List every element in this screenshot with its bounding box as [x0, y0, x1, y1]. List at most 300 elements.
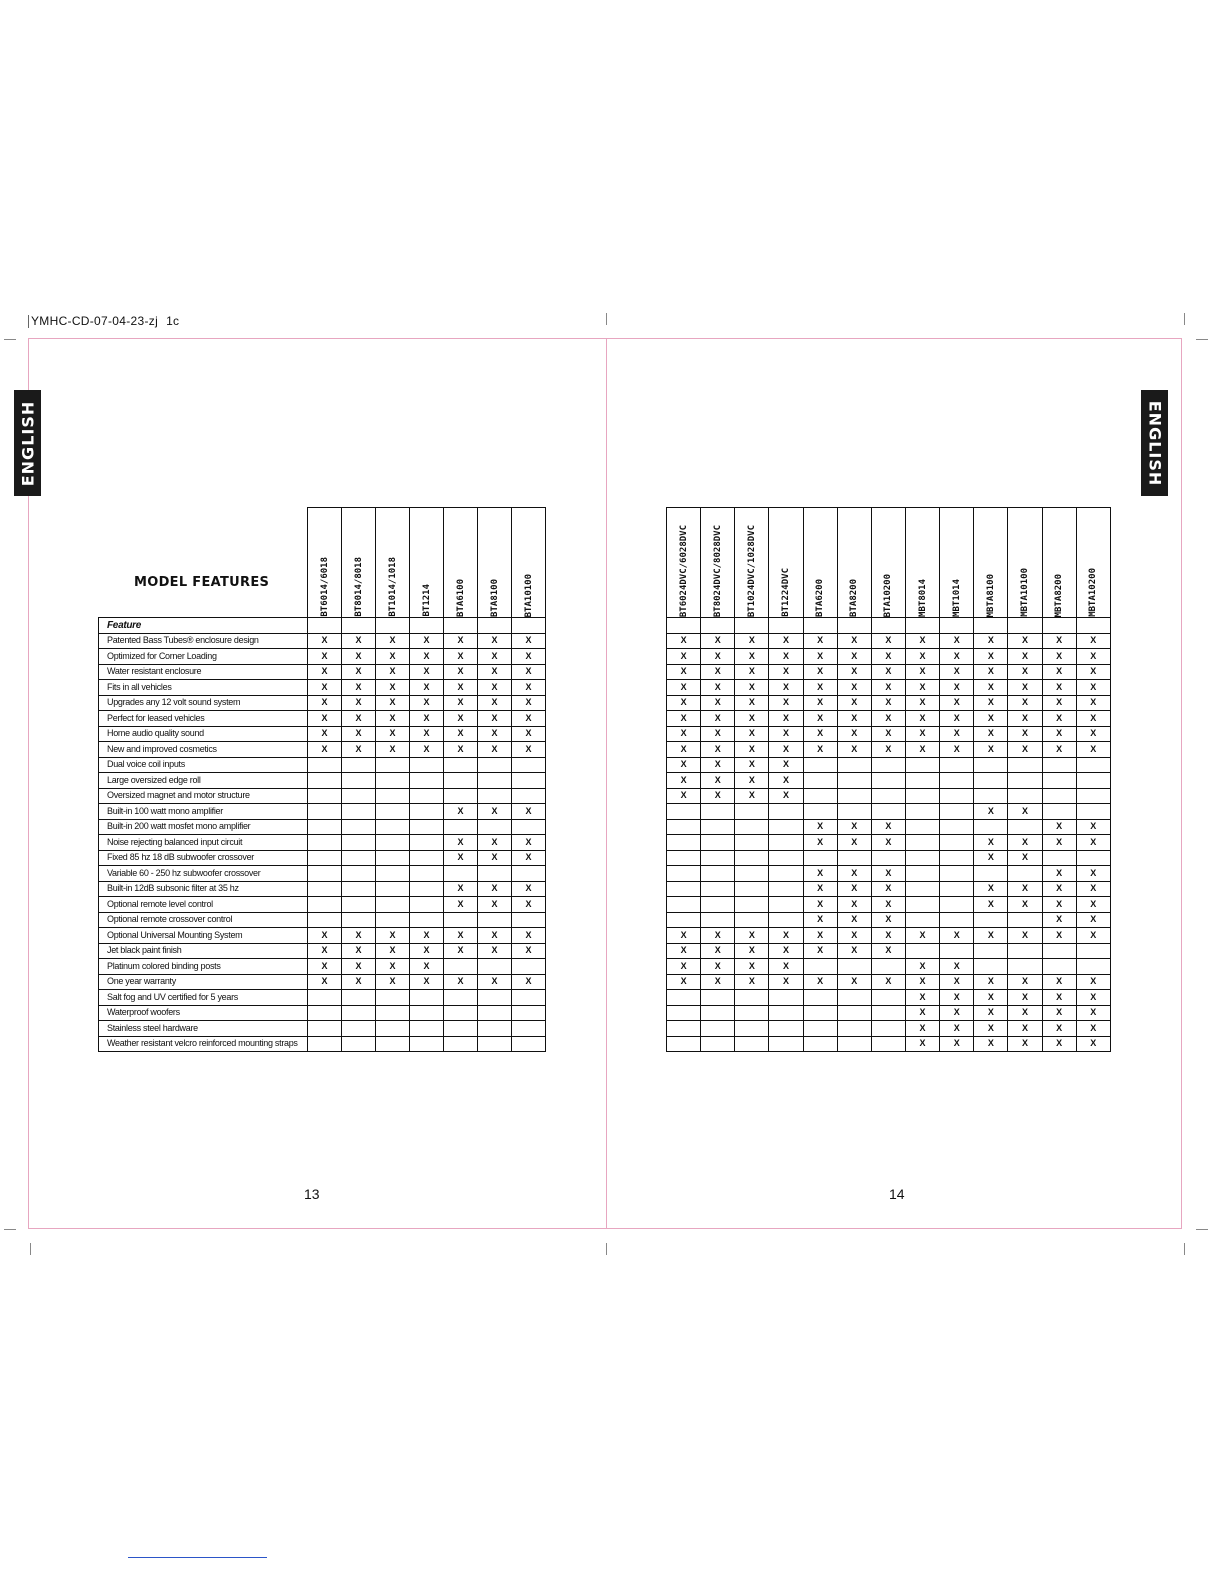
feature-mark: X [376, 943, 410, 959]
feature-mark [837, 1021, 871, 1037]
feature-mark: X [803, 726, 837, 742]
feature-mark [871, 850, 905, 866]
feature-name: Waterproof woofers [99, 1005, 308, 1021]
feature-mark: X [1042, 680, 1076, 696]
crop-mark [30, 1243, 31, 1255]
model-header-cell [735, 508, 769, 618]
model-label: BTA10200 [883, 573, 894, 617]
feature-mark: X [940, 974, 974, 990]
feature-mark [940, 788, 974, 804]
feature-name: Oversized magnet and motor structure [99, 788, 308, 804]
feature-mark: X [1008, 1036, 1042, 1052]
table-row [667, 695, 1111, 711]
table-row [99, 835, 546, 851]
table-row [667, 850, 1111, 866]
crop-mark [606, 1243, 607, 1255]
feature-mark [1042, 850, 1076, 866]
feature-name: Fits in all vehicles [99, 680, 308, 696]
model-label: BTA6200 [815, 579, 826, 617]
feature-mark [308, 881, 342, 897]
feature-mark: X [512, 726, 546, 742]
feature-mark: X [735, 695, 769, 711]
feature-mark [871, 804, 905, 820]
feature-mark [308, 990, 342, 1006]
feature-mark: X [667, 664, 701, 680]
feature-mark: X [871, 680, 905, 696]
feature-mark: X [1008, 850, 1042, 866]
feature-mark [1076, 773, 1110, 789]
feature-mark: X [444, 804, 478, 820]
feature-mark: X [905, 633, 939, 649]
feature-mark: X [444, 835, 478, 851]
feature-mark: X [376, 695, 410, 711]
feature-mark: X [1076, 819, 1110, 835]
empty-cell [837, 618, 871, 634]
feature-mark: X [667, 742, 701, 758]
feature-mark [905, 881, 939, 897]
feature-mark: X [837, 649, 871, 665]
feature-mark [512, 1036, 546, 1052]
feature-mark: X [410, 726, 444, 742]
feature-mark: X [974, 928, 1008, 944]
feature-mark: X [1076, 649, 1110, 665]
empty-cell [769, 618, 803, 634]
feature-name: Optional Universal Mounting System [99, 928, 308, 944]
feature-mark: X [940, 680, 974, 696]
feature-mark: X [769, 711, 803, 727]
feature-mark: X [667, 788, 701, 804]
feature-mark: X [1076, 726, 1110, 742]
feature-mark: X [1042, 1021, 1076, 1037]
feature-mark [667, 990, 701, 1006]
feature-mark: X [905, 649, 939, 665]
feature-mark [871, 1036, 905, 1052]
empty-cell [376, 618, 410, 634]
feature-mark: X [803, 943, 837, 959]
model-label: BT1014/1018 [387, 557, 398, 617]
feature-mark: X [940, 742, 974, 758]
model-label: MBTA8100 [985, 573, 996, 617]
feature-mark: X [342, 974, 376, 990]
feature-mark [1042, 943, 1076, 959]
feature-name: Fixed 85 hz 18 dB subwoofer crossover [99, 850, 308, 866]
feature-mark [803, 1005, 837, 1021]
feature-name: Perfect for leased vehicles [99, 711, 308, 727]
feature-mark: X [376, 974, 410, 990]
feature-mark: X [1008, 649, 1042, 665]
feature-mark: X [905, 711, 939, 727]
feature-mark: X [803, 928, 837, 944]
feature-mark [769, 1005, 803, 1021]
feature-mark [769, 1036, 803, 1052]
model-label-wrap [410, 509, 443, 617]
feature-mark [1076, 850, 1110, 866]
feature-mark [342, 788, 376, 804]
feature-mark [974, 788, 1008, 804]
feature-mark: X [1042, 742, 1076, 758]
model-label: MBTA8200 [1054, 573, 1065, 617]
feature-mark [478, 1005, 512, 1021]
feature-mark: X [837, 897, 871, 913]
table-row [667, 1005, 1111, 1021]
model-header-cell [410, 508, 444, 618]
feature-mark: X [1042, 649, 1076, 665]
model-label-wrap [512, 509, 545, 617]
feature-mark [735, 1021, 769, 1037]
feature-mark: X [974, 695, 1008, 711]
feature-mark [376, 757, 410, 773]
feature-mark [478, 866, 512, 882]
model-label: BTA8200 [849, 579, 860, 617]
right-feature-table [666, 507, 1111, 1052]
feature-mark: X [1008, 633, 1042, 649]
table-row [667, 959, 1111, 975]
feature-mark: X [478, 850, 512, 866]
feature-mark [376, 1036, 410, 1052]
feature-mark: X [769, 664, 803, 680]
feature-mark: X [974, 711, 1008, 727]
feature-mark [308, 804, 342, 820]
table-row [99, 680, 546, 696]
feature-mark [478, 788, 512, 804]
feature-name: Optional remote level control [99, 897, 308, 913]
feature-mark: X [478, 897, 512, 913]
feature-mark: X [1076, 1036, 1110, 1052]
feature-mark: X [1042, 866, 1076, 882]
feature-mark: X [1008, 1021, 1042, 1037]
feature-mark [940, 804, 974, 820]
feature-mark [905, 912, 939, 928]
feature-mark: X [701, 974, 735, 990]
feature-mark: X [769, 633, 803, 649]
model-header-cell [342, 508, 376, 618]
feature-mark [512, 1021, 546, 1037]
table-row [667, 680, 1111, 696]
feature-mark [735, 850, 769, 866]
feature-mark [1042, 959, 1076, 975]
feature-name: Noise rejecting balanced input circuit [99, 835, 308, 851]
feature-mark: X [478, 649, 512, 665]
feature-mark: X [735, 726, 769, 742]
feature-name: Upgrades any 12 volt sound system [99, 695, 308, 711]
feature-mark: X [871, 649, 905, 665]
feature-mark [512, 866, 546, 882]
table-row [99, 897, 546, 913]
feature-mark: X [444, 928, 478, 944]
feature-mark: X [974, 897, 1008, 913]
feature-mark: X [376, 928, 410, 944]
crop-mark [4, 339, 16, 340]
feature-mark: X [735, 757, 769, 773]
model-header-cell [376, 508, 410, 618]
table-row [99, 633, 546, 649]
feature-mark: X [667, 928, 701, 944]
feature-mark: X [837, 633, 871, 649]
feature-mark: X [1042, 974, 1076, 990]
feature-mark: X [308, 695, 342, 711]
feature-mark: X [444, 974, 478, 990]
feature-mark: X [667, 649, 701, 665]
empty-cell [410, 618, 444, 634]
feature-mark [1076, 943, 1110, 959]
feature-mark: X [871, 633, 905, 649]
feature-mark: X [1042, 726, 1076, 742]
feature-mark [803, 850, 837, 866]
feature-mark: X [837, 974, 871, 990]
feature-name: Stainless steel hardware [99, 1021, 308, 1037]
feature-mark: X [905, 726, 939, 742]
feature-mark: X [735, 928, 769, 944]
feature-mark: X [871, 835, 905, 851]
feature-mark [701, 990, 735, 1006]
table-row [99, 726, 546, 742]
feature-name: Water resistant enclosure [99, 664, 308, 680]
feature-mark [478, 757, 512, 773]
feature-mark: X [308, 742, 342, 758]
feature-mark [342, 804, 376, 820]
feature-mark [308, 757, 342, 773]
feature-mark [701, 866, 735, 882]
feature-mark: X [871, 912, 905, 928]
feature-mark [837, 773, 871, 789]
feature-mark: X [512, 680, 546, 696]
feature-mark: X [478, 742, 512, 758]
table-row [667, 1021, 1111, 1037]
page-number-left: 13 [304, 1186, 320, 1202]
feature-mark [478, 1021, 512, 1037]
feature-mark [342, 1036, 376, 1052]
feature-mark [444, 912, 478, 928]
empty-cell [444, 618, 478, 634]
feature-mark [478, 819, 512, 835]
model-features-heading: MODEL FEATURES [134, 575, 270, 590]
model-label: MBT8014 [917, 579, 928, 617]
feature-name: Built-in 200 watt mosfet mono amplifier [99, 819, 308, 835]
feature-mark [735, 912, 769, 928]
empty-cell [735, 618, 769, 634]
feature-mark [342, 990, 376, 1006]
feature-mark [342, 866, 376, 882]
model-header-cell [667, 508, 701, 618]
model-label: BT8014/8018 [353, 557, 364, 617]
feature-mark: X [837, 943, 871, 959]
feature-mark: X [1008, 804, 1042, 820]
table-row [99, 711, 546, 727]
feature-mark: X [940, 990, 974, 1006]
feature-mark [803, 959, 837, 975]
language-tab-label: ENGLISH [18, 400, 38, 486]
feature-mark: X [1008, 726, 1042, 742]
feature-mark: X [512, 711, 546, 727]
feature-mark [1008, 959, 1042, 975]
feature-mark: X [478, 664, 512, 680]
feature-mark [735, 990, 769, 1006]
feature-mark: X [769, 742, 803, 758]
feature-mark [837, 788, 871, 804]
feature-mark: X [905, 695, 939, 711]
empty-cell [974, 618, 1008, 634]
feature-mark [837, 990, 871, 1006]
feature-mark [769, 850, 803, 866]
feature-mark [342, 819, 376, 835]
feature-name: Optional remote crossover control [99, 912, 308, 928]
empty-cell [512, 618, 546, 634]
feature-mark: X [308, 943, 342, 959]
feature-name: Weather resistant velcro reinforced mounting straps [99, 1036, 308, 1052]
feature-mark: X [803, 835, 837, 851]
feature-mark [905, 788, 939, 804]
feature-mark [410, 757, 444, 773]
feature-mark [701, 835, 735, 851]
feature-mark [478, 773, 512, 789]
feature-mark: X [701, 928, 735, 944]
feature-mark: X [735, 959, 769, 975]
model-label-wrap [376, 509, 409, 617]
feature-mark: X [376, 680, 410, 696]
table-row [99, 943, 546, 959]
feature-mark [308, 1036, 342, 1052]
feature-mark: X [342, 959, 376, 975]
model-header-cell [837, 508, 871, 618]
language-tab-right [1141, 390, 1168, 496]
feature-mark [1008, 943, 1042, 959]
feature-mark: X [837, 664, 871, 680]
feature-mark [512, 912, 546, 928]
model-label: MBTA10100 [1019, 568, 1030, 617]
feature-mark: X [905, 1005, 939, 1021]
feature-mark: X [342, 633, 376, 649]
feature-mark: X [667, 959, 701, 975]
feature-mark: X [837, 726, 871, 742]
feature-mark: X [735, 633, 769, 649]
feature-mark: X [871, 881, 905, 897]
feature-mark: X [410, 633, 444, 649]
feature-mark [837, 804, 871, 820]
feature-mark: X [1042, 835, 1076, 851]
table-row [667, 1036, 1111, 1052]
feature-mark [1008, 866, 1042, 882]
feature-mark: X [974, 726, 1008, 742]
table-row [667, 819, 1111, 835]
feature-mark: X [1042, 881, 1076, 897]
feature-mark [667, 1021, 701, 1037]
feature-mark: X [512, 974, 546, 990]
feature-mark: X [410, 664, 444, 680]
feature-mark: X [974, 1021, 1008, 1037]
empty-cell [803, 618, 837, 634]
feature-mark: X [871, 943, 905, 959]
empty-cell [1008, 618, 1042, 634]
feature-mark [701, 1021, 735, 1037]
model-label-wrap [872, 509, 905, 617]
feature-mark [974, 943, 1008, 959]
table-row [99, 959, 546, 975]
feature-mark: X [667, 711, 701, 727]
feature-mark [410, 804, 444, 820]
feature-mark [410, 773, 444, 789]
empty-cell [478, 618, 512, 634]
feature-mark: X [803, 819, 837, 835]
feature-mark [701, 1005, 735, 1021]
feature-mark: X [478, 726, 512, 742]
feature-mark [667, 804, 701, 820]
feature-mark: X [444, 897, 478, 913]
model-header-cell [444, 508, 478, 618]
feature-mark: X [1042, 1036, 1076, 1052]
feature-mark: X [342, 742, 376, 758]
feature-mark: X [871, 928, 905, 944]
feature-mark: X [905, 974, 939, 990]
feature-mark: X [701, 695, 735, 711]
feature-mark: X [1042, 897, 1076, 913]
job-suffix: 1c [166, 314, 180, 328]
feature-mark: X [1076, 742, 1110, 758]
feature-mark [444, 1005, 478, 1021]
feature-mark [1042, 804, 1076, 820]
table-row [667, 757, 1111, 773]
empty-cell [308, 618, 342, 634]
feature-mark: X [342, 711, 376, 727]
feature-mark: X [769, 959, 803, 975]
feature-mark [940, 773, 974, 789]
model-label-wrap [769, 509, 802, 617]
table-row [99, 850, 546, 866]
feature-mark [444, 990, 478, 1006]
feature-name: One year warranty [99, 974, 308, 990]
feature-mark: X [701, 726, 735, 742]
feature-mark: X [667, 943, 701, 959]
feature-mark: X [871, 711, 905, 727]
feature-mark: X [478, 680, 512, 696]
model-header-cell [1076, 508, 1110, 618]
feature-mark: X [769, 788, 803, 804]
table-row [99, 912, 546, 928]
feature-mark: X [308, 711, 342, 727]
empty-cell [871, 618, 905, 634]
feature-mark [974, 819, 1008, 835]
feature-mark [444, 866, 478, 882]
feature-mark: X [512, 742, 546, 758]
feature-name: Jet black paint finish [99, 943, 308, 959]
feature-mark [735, 804, 769, 820]
feature-mark: X [803, 912, 837, 928]
model-label-wrap [838, 509, 871, 617]
table-row [99, 974, 546, 990]
feature-mark [376, 804, 410, 820]
feature-mark [308, 897, 342, 913]
feature-mark: X [735, 788, 769, 804]
feature-mark: X [701, 943, 735, 959]
feature-mark [308, 850, 342, 866]
feature-mark [735, 1005, 769, 1021]
model-header-cell [940, 508, 974, 618]
feature-mark: X [444, 850, 478, 866]
feature-mark: X [512, 850, 546, 866]
crop-tick [28, 315, 29, 328]
table-row [667, 881, 1111, 897]
feature-mark: X [342, 943, 376, 959]
table-row [667, 974, 1111, 990]
feature-mark: X [803, 680, 837, 696]
feature-mark [735, 897, 769, 913]
feature-mark: X [769, 757, 803, 773]
header-spacer [99, 508, 308, 618]
feature-mark: X [769, 773, 803, 789]
feature-mark [376, 788, 410, 804]
feature-mark: X [444, 649, 478, 665]
feature-mark [871, 788, 905, 804]
feature-mark [667, 835, 701, 851]
